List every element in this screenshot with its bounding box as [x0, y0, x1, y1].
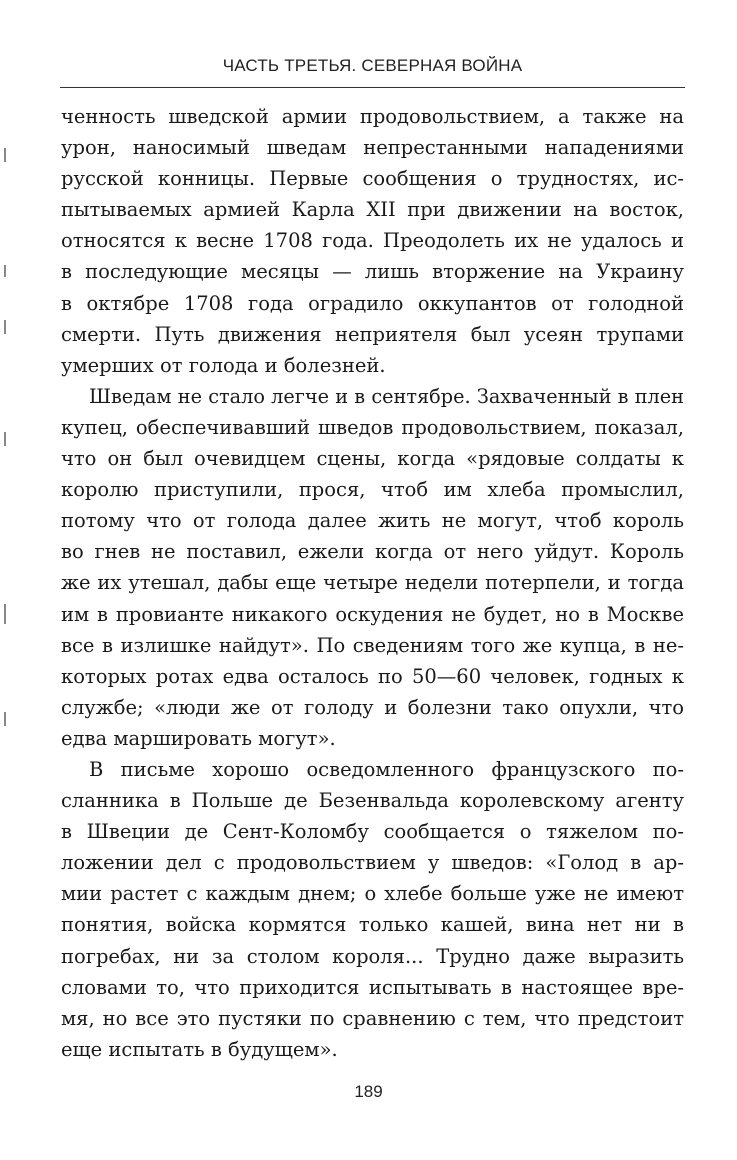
text-line: потому что от голода далее жить не могут, чтоб король: [61, 509, 684, 533]
text-line: Шведам не стало легче и в сентябре. Захваченный в плен: [89, 384, 684, 408]
text-line: погребах, ни за столом короля... Трудно даже выразить: [61, 944, 684, 968]
text-line: мии растет с каждым днем; о хлебе больше уже не имеют: [61, 882, 684, 906]
text-line: едва маршировать могут».: [61, 726, 336, 750]
text-line: понятия, войска кормятся только кашей, вина нет ни в: [61, 913, 684, 937]
text-line: относятся к весне 1708 года. Преодолеть их не удалось и: [61, 229, 684, 253]
text-line: купец, обеспечивавший шведов продовольствием, показал,: [61, 415, 684, 439]
text-line: службе; «люди же от голоду и болезни тако опухли, что: [61, 695, 684, 719]
text-line: в Швеции де Сент-Коломбу сообщается о тяжелом по-: [61, 820, 684, 844]
text-line: которых ротах едва осталось по 50—60 человек, годных к: [61, 664, 684, 688]
text-line: во гнев не поставил, ежели когда от него уйдут. Король: [61, 540, 684, 564]
paragraph-3: [61, 754, 684, 1065]
text-line: что он был очевидцем сцены, когда «рядовые солдаты к: [61, 447, 684, 471]
text-line: же их утешал, дабы еще четыре недели потерпели, и тогда: [61, 571, 684, 595]
scan-mark: [4, 320, 6, 334]
text-line: все в излишке найдут». По сведениям того же купца, в не-: [61, 633, 684, 657]
body-text: [61, 101, 684, 1065]
header-rule: [60, 87, 685, 88]
paragraph-2: [61, 381, 684, 754]
text-line: смерти. Путь движения неприятеля был усеян трупами: [61, 322, 684, 346]
scan-mark: [4, 432, 6, 446]
scan-mark: [4, 265, 6, 277]
scan-mark: [4, 604, 6, 624]
running-header: ЧАСТЬ ТРЕТЬЯ. СЕВЕРНАЯ ВОЙНА: [222, 56, 523, 75]
text-line: мя, но все это пустяки по сравнению с тем, что предстоит: [61, 1006, 684, 1030]
scan-mark: [4, 148, 6, 162]
text-line: пытываемых армией Карла XII при движении на восток,: [61, 198, 684, 222]
text-line: В письме хорошо осведомленного французского по-: [89, 757, 684, 781]
text-line: в последующие месяцы — лишь вторжение на Украину: [61, 260, 684, 284]
text-line: им в провианте никакого оскудения не будет, но в Москве: [61, 602, 684, 626]
page-number: 189: [354, 1082, 383, 1101]
text-line: в октябре 1708 года оградило оккупантов от голодной: [61, 291, 684, 315]
text-line: ложении дел с продовольствием у шведов: «Голод в ар-: [61, 851, 684, 875]
text-line: урон, наносимый шведам непрестанными нападениями: [61, 136, 684, 160]
text-line: ченность шведской армии продовольствием, а также на: [61, 105, 684, 128]
text-line: сланника в Польше де Безенвальда королевскому агенту: [61, 789, 684, 813]
text-line: еще испытать в будущем».: [61, 1037, 338, 1061]
text-line: русской конницы. Первые сообщения о трудностях, ис-: [61, 167, 684, 191]
paragraph-1: [61, 101, 684, 381]
text-line: умерших от голода и болезней.: [61, 353, 386, 377]
text-line: королю приступили, прося, чтоб им хлеба промыслил,: [61, 478, 684, 502]
text-line: словами то, что приходится испытывать в настоящее вре-: [61, 975, 684, 999]
scan-mark: [4, 712, 6, 726]
